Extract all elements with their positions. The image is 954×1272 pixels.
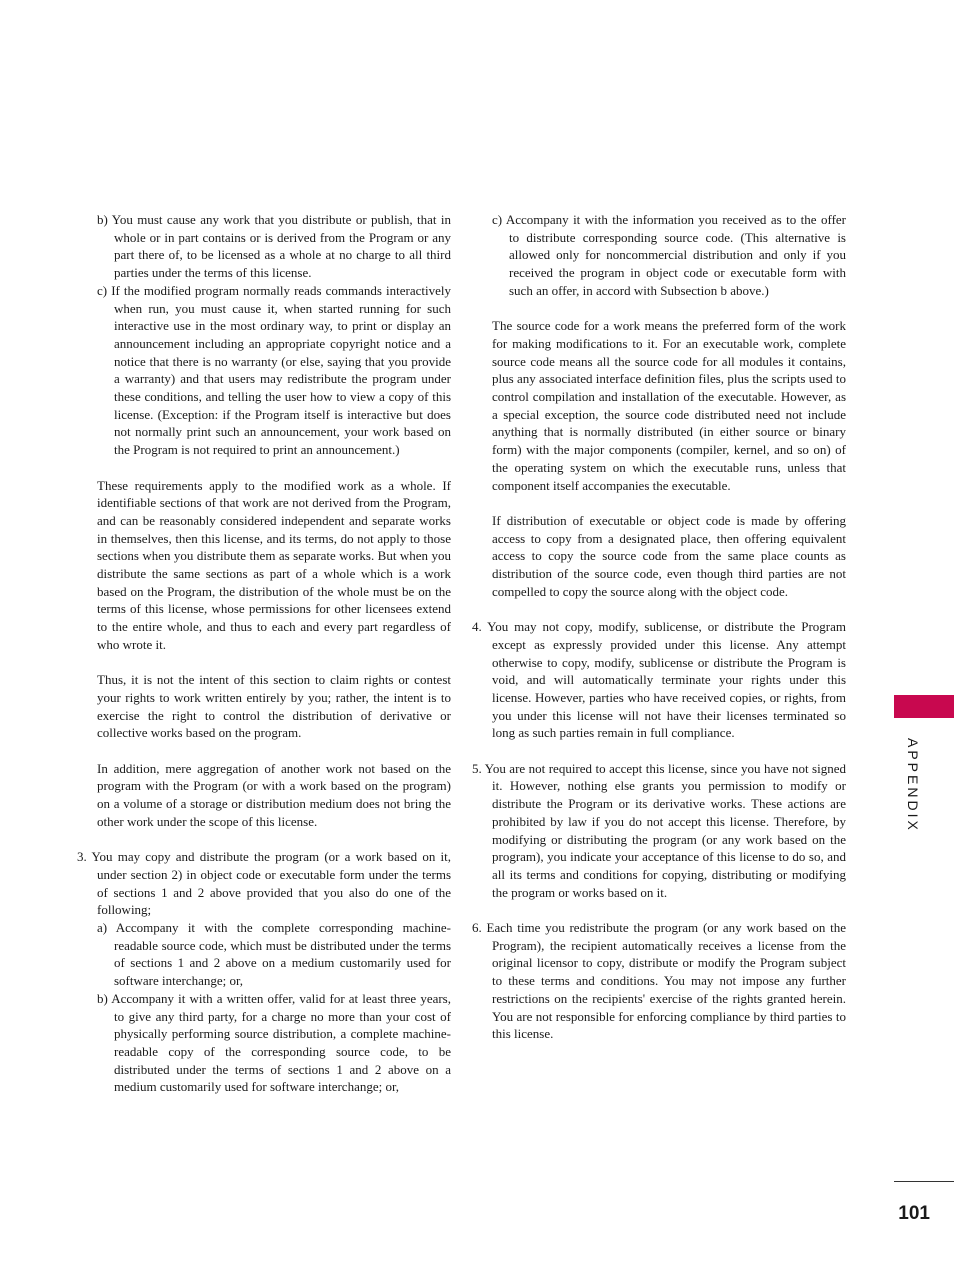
paragraph-source-code: The source code for a work means the preferred form of the work for making modifications to it. For an executable work, complete source code means all the source code for all modules it contains, plus any associated interface definition files, plus the scripts used to control compilation and installation of the executable. However, as a special exception, the source code distributed need not include anything that is normally distributed (in either source or binary form) with the major components (compiler, kernel, and so on) of the operating system on which the executable runs, unless that component itself accompanies the executable.	[492, 318, 846, 493]
appendix-tab-bar	[894, 695, 954, 718]
left-column	[77, 211, 451, 1096]
paragraph-aggregation: In addition, mere aggregation of another work not based on the program with the Program (or with a work based on the program) on a volume of a storage or distribution medium does not bring the other work under the scope of this license.	[97, 760, 451, 829]
item-6: 6. Each time you redistribute the program (or any work based on the Program), the recipient automatically receives a license from the original licensor to copy, distribute or modify the Program subject to these terms and conditions. You may not impose any further restrictions on the recipients' exercise of the rights granted herein. You are not responsible for enforcing compliance by third parties to this license.	[472, 920, 846, 1042]
item-3-b: b) Accompany it with a written offer, valid for at least three years, to give any third party, for a charge no more than your cost of physically performing source distribution, a complete machine-readable copy of the corresponding source code, to be distributed under the terms of sections 1 and 2 above on a medium customarily used for software interchange; or,	[97, 990, 451, 1095]
paragraph-intent: Thus, it is not the intent of this section to claim rights or contest your rights to work written entirely by you; rather, the intent is to exercise the right to control the distribution of derivative or collective works based on the program.	[97, 672, 451, 741]
page-number-rule	[894, 1181, 954, 1182]
right-column	[472, 211, 846, 1043]
clause-c-modified: c) If the modified program normally reads commands interactively when run, you must cause it, when started running for such interactive use in the most ordinary way, to print or display an announcement including an appropriate copyright notice and a notice that there is no warranty (or else, saying that you provide a warranty) and that users may redistribute the program under these conditions, and telling the user how to view a copy of this license. (Exception: if the Program itself is interactive but does not normally print such an announcement, your work based on the Program is not required to print an announcement.)	[97, 282, 451, 458]
item-3: 3. You may copy and distribute the program (or a work based on it, under section 2) in object code or executable form under the terms of sections 1 and 2 above provided that you also do one of the following;	[77, 849, 451, 918]
clause-b-modified: b) You must cause any work that you distribute or publish, that in whole or in part contains or is derived from the Program or any part there of, to be licensed as a whole at no charge to all third parties under the terms of this license.	[97, 212, 451, 281]
page-number: 101	[898, 1203, 930, 1224]
paragraph-requirements: These requirements apply to the modified work as a whole. If identifiable sections of that work are not derived from the Program, and can be reasonably considered independent and separate works in themselves, then this license, and its terms, do not apply to those sections when you distribute them as separate works. But when you distribute the same sections as part of a whole which is a work based on the Program, the distribution of the whole must be on the terms of this license, whose permissions for other licensees extend to the entire whole, and thus to each and every part regardless of who wrote it.	[97, 477, 451, 652]
item-3-a: a) Accompany it with the complete corresponding machine-readable source code, which must be distributed under the terms of sections 1 and 2 above on a medium customarily used for software interchange; or,	[97, 920, 451, 989]
item-5: 5. You are not required to accept this license, since you have not signed it. However, nothing else grants you permission to modify or distribute the Program or its derivative works. These actions are prohibited by law if you do not accept this license. Therefore, by modifying or distributing the program (or any work based on the program), you indicate your acceptance of this license to do so, and all its terms and conditions for copying, distributing or modifying the program or works based on it.	[472, 760, 846, 900]
appendix-side-label: APPENDIX	[905, 738, 921, 833]
item-4: 4. You may not copy, modify, sublicense, or distribute the Program except as expressly provided under this license. Any attempt otherwise to copy, modify, sublicense or distribute the Program is void, and will automatically terminate your rights under this license. However, parties who have received copies, or rights, from you under this license will not have their licenses terminated so long as such parties remain in full compliance.	[472, 619, 846, 741]
paragraph-distribution: If distribution of executable or object code is made by offering access to copy from a designated place, then offering equivalent access to copy the source code from the same place counts as distribution of the source code, even though third parties are not compelled to copy the source along with the object code.	[492, 512, 846, 599]
item-3-c: c) Accompany it with the information you received as to the offer to distribute corresponding source code. (This alternative is allowed only for noncommercial distribution and only if you received the program in object code or executable form with such an offer, in accord with Subsection b above.)	[492, 212, 846, 298]
